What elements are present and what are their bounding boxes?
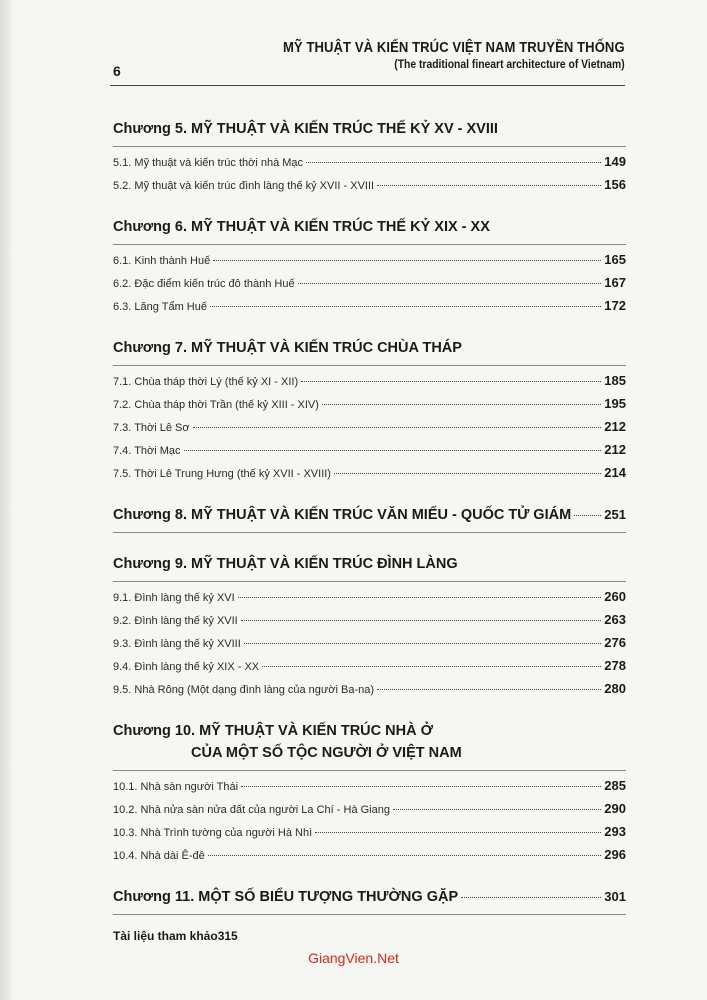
toc-entry[interactable]: 6.3. Lăng Tẩm Huế 172	[113, 298, 626, 313]
page-edge-shadow	[0, 0, 14, 1000]
toc-entry[interactable]: 7.3. Thời Lê Sơ 212	[113, 419, 626, 434]
chapter-10	[113, 722, 626, 866]
chapter-rule	[113, 770, 626, 771]
chapter-rule	[113, 244, 626, 245]
table-of-contents	[113, 120, 626, 943]
toc-entry[interactable]: 10.3. Nhà Trình tường của người Hà Nhì 293	[113, 824, 626, 839]
toc-entry[interactable]: 9.5. Nhà Rông (Một dạng đình làng của người Ba-na) 280	[113, 681, 626, 696]
chapter-title: Chương 6. MỸ THUẬT VÀ KIẾN TRÚC THẾ KỶ XIX - XX	[113, 219, 490, 235]
chapter-rule	[113, 581, 626, 582]
toc-entry[interactable]: 9.4. Đình làng thế kỷ XIX - XX 278	[113, 658, 626, 673]
toc-entry[interactable]: 7.2. Chùa tháp thời Trần (thế kỷ XIII - XIV) 195	[113, 396, 626, 411]
chapter-6	[113, 218, 626, 317]
chapter-8	[113, 506, 626, 533]
chapter-11	[113, 888, 626, 915]
toc-entry[interactable]: 9.1. Đình làng thế kỷ XVI 260	[113, 589, 626, 604]
toc-entry[interactable]: 5.2. Mỹ thuật và kiến trúc đình làng thế kỷ XVII - XVIII 156	[113, 177, 626, 192]
header-rule	[110, 85, 625, 86]
book-subtitle: (The traditional fineart architecture of Vietnam)	[394, 59, 625, 71]
page-number: 6	[113, 63, 121, 79]
chapter-title[interactable]: Chương 8. MỸ THUẬT VÀ KIẾN TRÚC VĂN MIẾU - QUỐC TỬ GIÁM 251	[113, 507, 626, 523]
toc-entry[interactable]: 10.1. Nhà sàn người Thái 285	[113, 778, 626, 793]
chapter-5	[113, 120, 626, 196]
chapter-title: Chương 9. MỸ THUẬT VÀ KIẾN TRÚC ĐÌNH LÀNG	[113, 556, 458, 572]
chapter-title: Chương 7. MỸ THUẬT VÀ KIẾN TRÚC CHÙA THÁP	[113, 340, 462, 356]
chapter-rule	[113, 532, 626, 533]
toc-entry[interactable]: 6.2. Đặc điểm kiến trúc đô thành Huế 167	[113, 275, 626, 290]
toc-entry[interactable]: 6.1. Kinh thành Huế 165	[113, 252, 626, 267]
toc-entry[interactable]: 7.4. Thời Mạc 212	[113, 442, 626, 457]
chapter-9	[113, 555, 626, 700]
book-title: MỸ THUẬT VÀ KIẾN TRÚC VIỆT NAM TRUYỀN THỐNG	[283, 40, 625, 56]
watermark-link[interactable]: GiangVien.Net	[308, 950, 399, 966]
toc-entry[interactable]: 10.4. Nhà dài Ê-đê 296	[113, 847, 626, 862]
chapter-title-line2: CỦA MỘT SỐ TỘC NGƯỜI Ở VIỆT NAM	[191, 745, 462, 761]
chapter-title: Chương 5. MỸ THUẬT VÀ KIẾN TRÚC THẾ KỶ XV - XVIII	[113, 121, 498, 137]
toc-entry[interactable]: 9.3. Đình làng thế kỷ XVIII 276	[113, 635, 626, 650]
chapter-title: Chương 10. MỸ THUẬT VÀ KIẾN TRÚC NHÀ Ở	[113, 723, 433, 739]
toc-entry[interactable]: 7.1. Chùa tháp thời Lý (thế kỷ XI - XII) 185	[113, 373, 626, 388]
references-entry[interactable]: Tài liệu tham khảo 315	[113, 929, 238, 943]
chapter-title[interactable]: Chương 11. MỘT SỐ BIỂU TƯỢNG THƯỜNG GẶP 301	[113, 889, 626, 905]
toc-entry[interactable]: 9.2. Đình làng thế kỷ XVII 263	[113, 612, 626, 627]
running-header	[245, 40, 625, 71]
chapter-7	[113, 339, 626, 484]
chapter-rule	[113, 146, 626, 147]
toc-entry[interactable]: 7.5. Thời Lê Trung Hưng (thế kỷ XVII - XVIII) 214	[113, 465, 626, 480]
toc-entry[interactable]: 10.2. Nhà nửa sàn nửa đất của người La Chí - Hà Giang 290	[113, 801, 626, 816]
chapter-rule	[113, 365, 626, 366]
chapter-rule	[113, 914, 626, 915]
toc-entry[interactable]: 5.1. Mỹ thuật và kiến trúc thời nhà Mạc 149	[113, 154, 626, 169]
